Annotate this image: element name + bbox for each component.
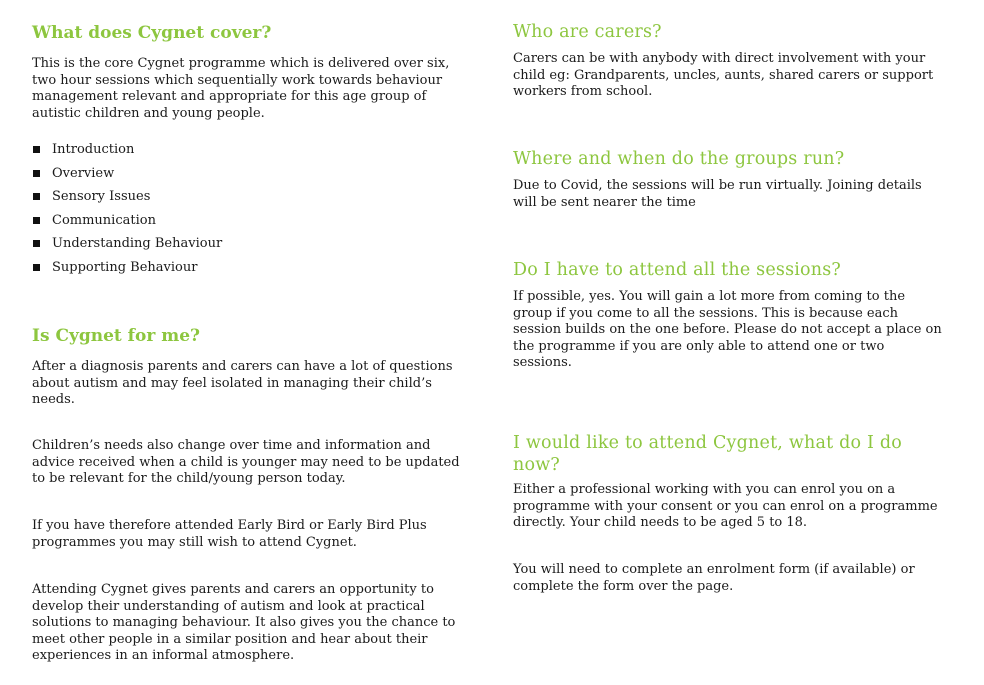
text-line: to be relevant for the child/young person today. [32,471,346,486]
text-line: Carers can be with anybody with direct involvement with your [513,51,926,66]
list-item [32,142,222,166]
list-item [32,189,222,213]
enrol-paragraph-1 [513,482,938,532]
text-line: advice received when a child is younger may need to be updated [32,454,460,470]
text-line: Due to Covid, the sessions will be run virtually. Joining details [513,178,922,193]
where-heading: Where and when do the groups run? [513,149,845,169]
bullet-square-icon [33,193,40,200]
where-paragraph [513,178,922,211]
list-item-label: Introduction [52,142,135,157]
heading-line: now? [513,455,560,475]
text-line: meet other people in a similar position and hear about their [32,631,428,647]
list-item-label: Supporting Behaviour [52,259,198,275]
bullet-square-icon [33,240,40,247]
bullet-square-icon [33,264,40,271]
text-line: solutions to managing behaviour. It also gives you the chance to [32,615,456,630]
text-line: sessions. [513,355,572,370]
cover-heading: What does Cygnet cover? [32,23,272,43]
text-line: needs. [32,392,75,407]
text-line: workers from school. [513,84,653,99]
text-line: If you have therefore attended Early Bird or Early Bird Plus [32,518,427,533]
text-line: This is the core Cygnet programme which is delivered over six, [32,56,450,71]
text-line: autistic children and young people. [32,105,265,121]
attend-heading: Do I have to attend all the sessions? [513,260,842,280]
text-line: group if you come to all the sessions. This is because each [513,305,899,321]
text-line: Attending Cygnet gives parents and carers an opportunity to [32,582,434,597]
text-line: Either a professional working with you can enrol you on a [513,482,896,497]
list-item-label: Sensory Issues [52,189,151,204]
carers-paragraph [513,51,933,101]
enrol-paragraph-2 [513,562,915,595]
forme-paragraph-1 [32,359,453,409]
text-line: If possible, yes. You will gain a lot more from coming to the [513,289,906,304]
forme-paragraph-3 [32,518,427,551]
bullet-square-icon [33,146,40,153]
carers-heading: Who are carers? [513,22,662,42]
list-item-label: Understanding Behaviour [52,236,223,251]
heading-line: I would like to attend Cygnet, what do I do [513,433,903,453]
text-line: After a diagnosis parents and carers can have a lot of questions [32,359,453,374]
text-line: about autism and may feel isolated in managing their child’s [32,375,432,391]
text-line: Children’s needs also change over time and information and [32,438,431,453]
bullet-square-icon [33,170,40,177]
text-line: develop their understanding of autism and look at practical [32,598,425,614]
text-line: complete the form over the page. [513,578,734,594]
list-item-label: Overview [52,165,115,181]
text-line: You will need to complete an enrolment form (if available) or [513,562,915,577]
topic-list [32,142,222,283]
list-item [32,166,222,190]
list-item [32,213,222,237]
cover-paragraph [32,56,449,122]
text-line: the programme if you are only able to attend one or two [513,338,885,354]
text-line: child eg: Grandparents, uncles, aunts, shared carers or support [513,67,934,83]
text-line: two hour sessions which sequentially work towards behaviour [32,72,443,88]
list-item-label: Communication [52,212,156,228]
forme-paragraph-2 [32,438,460,488]
text-line: programme with your consent or you can enrol on a programme [513,498,938,514]
text-line: programmes you may still wish to attend Cygnet. [32,534,357,550]
forme-paragraph-4 [32,582,455,665]
text-line: directly. Your child needs to be aged 5 to 18. [513,515,808,530]
list-item [32,260,222,284]
text-line: experiences in an informal atmosphere. [32,648,295,663]
forme-heading: Is Cygnet for me? [32,326,200,346]
enrol-heading [513,432,902,476]
text-line: management relevant and appropriate for this age group of [32,89,427,104]
attend-paragraph [513,289,942,372]
text-line: session builds on the one before. Please do not accept a place on [513,322,942,337]
list-item [32,236,222,260]
bullet-square-icon [33,217,40,224]
text-line: will be sent nearer the time [513,194,696,210]
